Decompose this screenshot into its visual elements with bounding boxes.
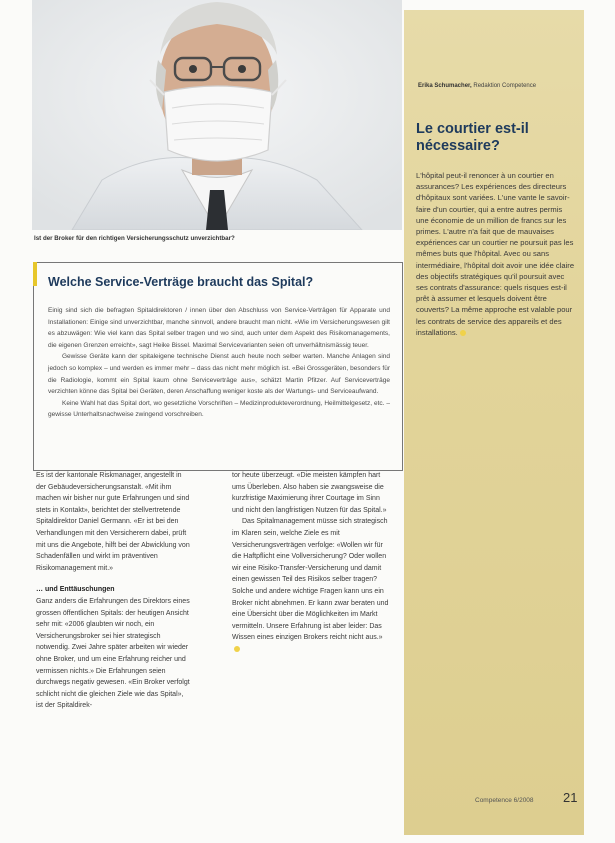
article-paragraph: tor heute überzeugt. «Die meisten kämpfen hart ums Überleben. Also haben sie zwangsweise die kurzfristige Maximierung ihrer Courtage im Sinn und nicht den langfristigen Nutzen für das Spital.» xyxy=(232,472,387,514)
box-paragraph: Gewisse Geräte kann der spitaleigene technische Dienst auch heute noch selber warten. Manche Anlagen sind jedoch so komplex – und werden es immer mehr – dass das nicht mehr möglich ist. «Bei Grossgeräten, besonders für die Radiologie, kommt ein Spital kaum ohne Serviceverträge aus», schätzt Martin Pfitzer. Auf Serviceverträge verzichten könne das Spital bei Geräten, deren Anschaffung weniger koste als der Wartungs- und Serviceaufwand. xyxy=(48,353,390,396)
sidebar-title: Le courtier est-il nécessaire? xyxy=(416,121,529,154)
article-paragraph: Es ist der kantonale Riskmanager, angestellt in der Gebäudeversicherungsanstalt. «Mit ihm machen wir bisher nur gute Erfahrungen und sind stets in Kontakt», berichtet der stellvertretende Spitaldirektor Daniel Germann. «Er ist bei den Verhandlungen mit den Versicherern dabei, prüft mit uns die Angebote, hilft bei der Abwicklung von Schadenfällen und wirkt im präventiven Risikomanagement mit.» xyxy=(36,472,190,572)
box-paragraph: Einig sind sich die befragten Spitaldirektoren / innen über den Abschluss von Service-Verträgen für Apparate und Installationen: Einige sind unverzichtbar, manche sinnvoll, andere braucht man nicht. «Wie im Versicherungswesen gilt es abzuwägen: Wie viel kann das Spital selber tragen und wo sind, auch unter dem Aspekt des Risikomanagements, die eigenen Grenzen erreicht», sagt Heike Bissel. Maximal Servicevarianten seien oft unverhältnismässig teuer. xyxy=(48,307,390,349)
magazine-issue: Competence 6/2008 xyxy=(475,797,534,804)
box-body xyxy=(48,305,390,421)
article-paragraph xyxy=(232,516,390,655)
end-mark-icon xyxy=(460,330,466,336)
end-mark-icon xyxy=(234,646,240,652)
author-role: Redaktion Competence xyxy=(473,83,537,89)
page-number: 21 xyxy=(563,790,578,805)
box-title: Welche Service-Verträge braucht das Spital? xyxy=(48,275,314,289)
article-subhead: … und Enttäuschungen xyxy=(36,586,115,594)
box-paragraph: Keine Wahl hat das Spital dort, wo gesetzliche Vorschriften – Medizinprodukteverordnung, Heilmittelgesetz, etc. – gewisse Unterhaltsnachweise zwingend vorschreiben. xyxy=(48,399,390,419)
author-name: Erika Schumacher, xyxy=(418,83,472,89)
article-column-1 xyxy=(36,470,190,712)
article-column-2 xyxy=(232,470,390,656)
sidebar-body xyxy=(416,170,576,338)
sidebar-text: L'hôpital peut-il renoncer à un courtier en assurances? Les expériences des directeurs d'hôpitaux sont variées. L'une vante le savoir-faire d'un courtier, qui a entre autres permis une économie de un million de francs sur les primes. L'autre n'a fait que de mauvaises expériences car un courtier ne poursuit pas les mêmes buts que l'hôpital. Avec ou sans intermédiaire, l'hôpital doit avoir une idée claire des objectifs stratégiques qu'il poursuit avec ses contrats d'assurance: quels risques est-il prêt à assumer et lesquels doivent être couverts? La même approche est valable pour les contrats de service des appareils et des installations. xyxy=(416,171,575,337)
photo-caption: Ist der Broker für den richtigen Versicherungsschutz unverzichtbar? xyxy=(34,235,235,242)
box-accent-bar xyxy=(33,262,37,286)
doctor-photo xyxy=(32,0,402,230)
article-paragraph: Ganz anders die Erfahrungen des Direktors eines grossen öffentlichen Spitals: der heutigen Ansicht sehr mit: «2006 glaubten wir noch, ein Versicherungsbroker sei hier strategisch notwendig. Zwei Jahre später arbeiten wir wieder ohne Broker, und um eine Erfahrung reicher und vermissen nichts.» Die Erfahrungen seien durchwegs negativ gewesen. «Ein Broker verfolgt schlicht nicht die gleichen Ziele wie das Spital», ist der Spitaldirek- xyxy=(36,597,190,710)
article-text: Das Spitalmanagement müsse sich strategisch im Klaren sein, welche Ziele es mit Versicherungsverträgen verfolge: «Wollen wir für die Haftpflicht eine Vollversicherung? Oder wollen wir eine Risiko-Transfer-Versicherung und damit einen gewissen Teil des Risikos selber tragen? Solche und andere wichtige Fragen kann uns ein Broker nicht abnehmen. Er kann zwar beraten und eine Übersicht über die Möglichkeiten im Markt vermitteln. Unsere Erfahrung ist aber leider: Das Wissen eines einzigen Brokers reicht nicht aus.» xyxy=(232,518,389,642)
doctor-illustration xyxy=(32,0,402,230)
author-credit xyxy=(418,83,536,89)
